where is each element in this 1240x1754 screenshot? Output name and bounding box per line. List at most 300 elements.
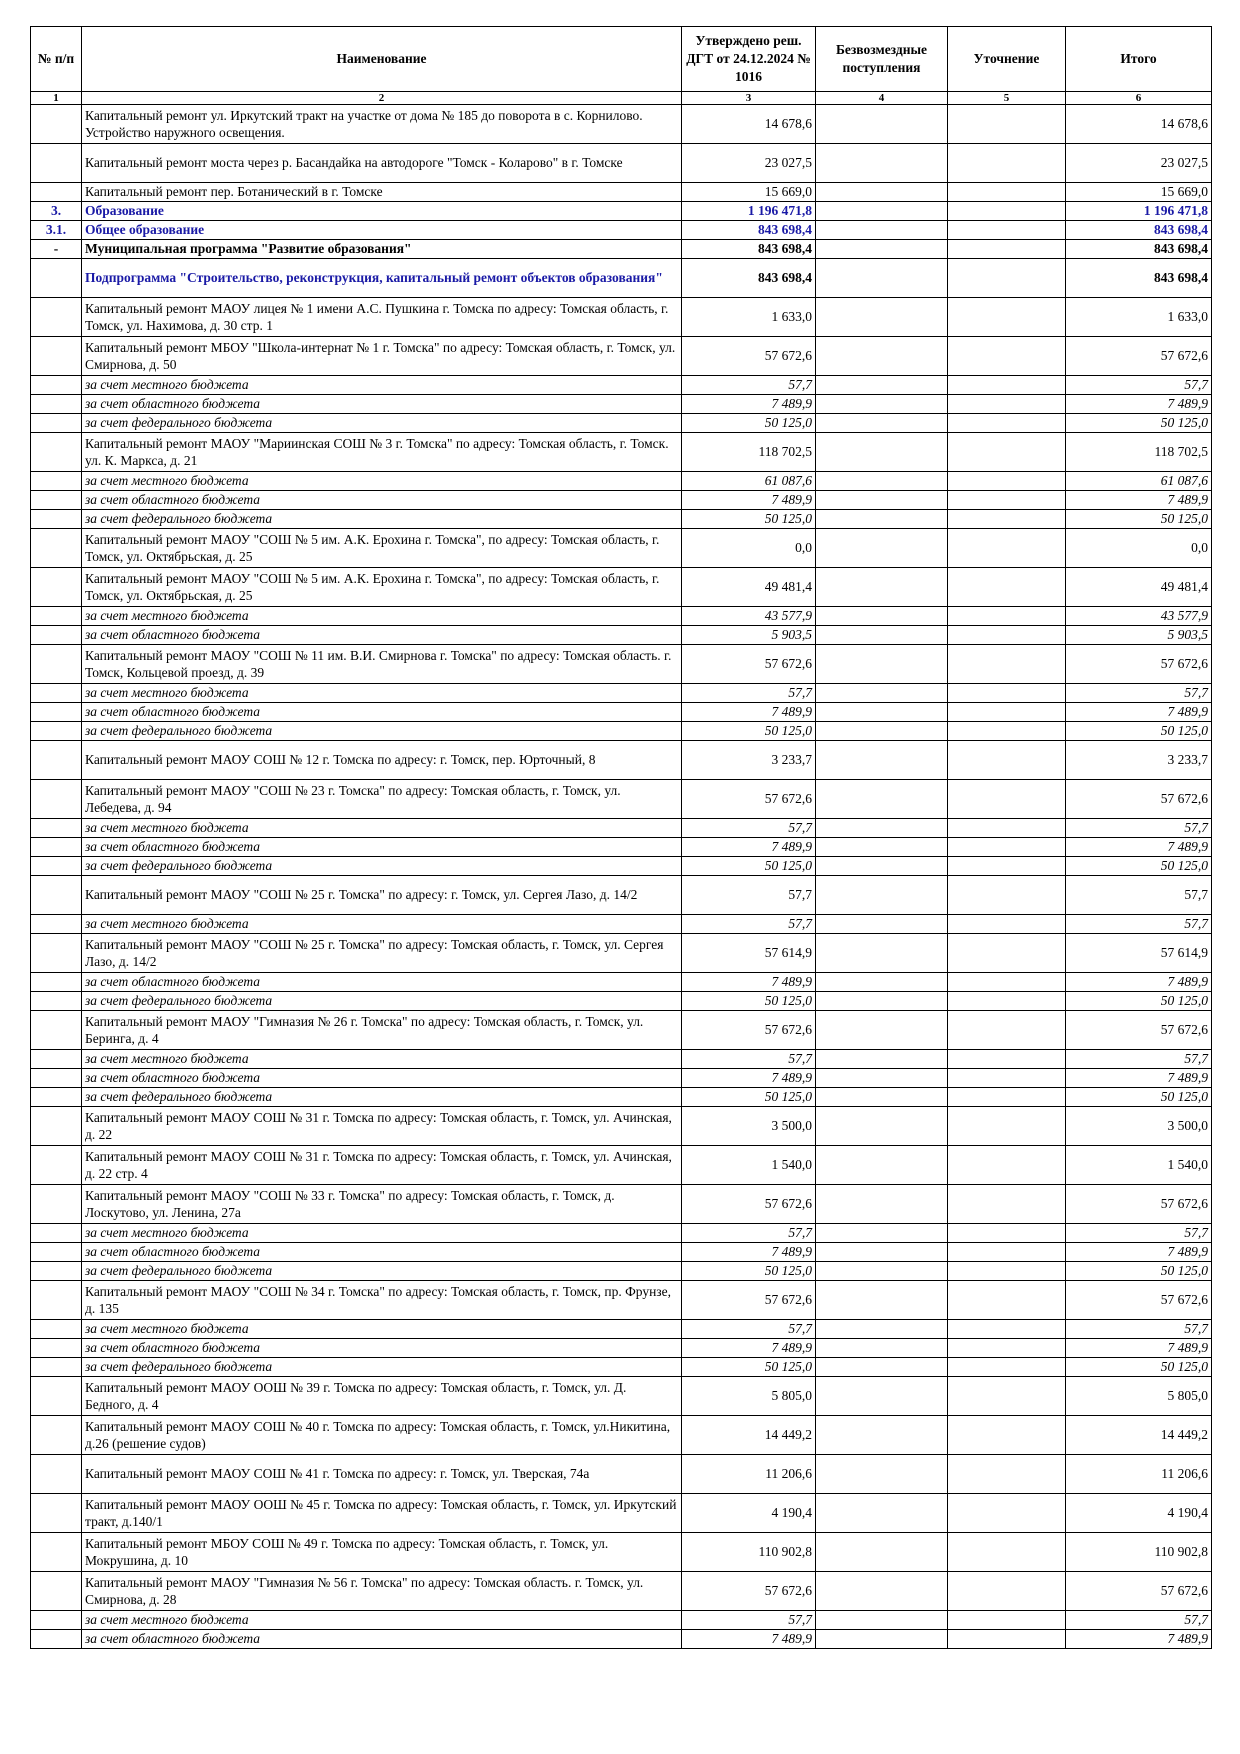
row-number: [31, 819, 82, 838]
table-row: [31, 1377, 1212, 1416]
row-approved: 50 125,0: [682, 857, 816, 876]
row-number: [31, 1455, 82, 1494]
funding-row: [31, 1339, 1212, 1358]
row-total: 5 903,5: [1066, 626, 1212, 645]
row-number: [31, 992, 82, 1011]
funding-row: [31, 1224, 1212, 1243]
row-grants: [816, 1455, 948, 1494]
funding-row: [31, 414, 1212, 433]
row-total: 15 669,0: [1066, 183, 1212, 202]
row-grants: [816, 1281, 948, 1320]
row-name: за счет местного бюджета: [82, 1224, 682, 1243]
row-total: 118 702,5: [1066, 433, 1212, 472]
funding-row: [31, 1050, 1212, 1069]
row-refine: [948, 1243, 1066, 1262]
funding-row: [31, 1630, 1212, 1649]
funding-row: [31, 838, 1212, 857]
section-row: [31, 202, 1212, 221]
row-approved: 50 125,0: [682, 992, 816, 1011]
row-number: [31, 1262, 82, 1281]
row-number: [31, 876, 82, 915]
row-approved: 5 805,0: [682, 1377, 816, 1416]
row-refine: [948, 1088, 1066, 1107]
row-name: Капитальный ремонт моста через р. Басандайка на автодороге "Томск - Коларово" в г. Томске: [82, 144, 682, 183]
row-approved: 110 902,8: [682, 1533, 816, 1572]
row-refine: [948, 626, 1066, 645]
row-approved: 57 672,6: [682, 645, 816, 684]
row-name: за счет федерального бюджета: [82, 1088, 682, 1107]
row-approved: 57,7: [682, 1050, 816, 1069]
column-number: 4: [816, 92, 948, 105]
row-approved: 50 125,0: [682, 1358, 816, 1377]
funding-row: [31, 607, 1212, 626]
row-number: [31, 934, 82, 973]
row-total: 7 489,9: [1066, 703, 1212, 722]
row-refine: [948, 703, 1066, 722]
row-grants: [816, 298, 948, 337]
row-number: [31, 780, 82, 819]
funding-row: [31, 626, 1212, 645]
row-total: 57 672,6: [1066, 337, 1212, 376]
table-row: [31, 105, 1212, 144]
row-grants: [816, 240, 948, 259]
row-refine: [948, 529, 1066, 568]
row-number: [31, 259, 82, 298]
row-refine: [948, 1107, 1066, 1146]
row-name: Капитальный ремонт МАОУ "Мариинская СОШ № 3 г. Томска" по адресу: Томская область, г. Томск. ул. К. Маркса, д. 21: [82, 433, 682, 472]
row-approved: 1 540,0: [682, 1146, 816, 1185]
row-number: [31, 433, 82, 472]
row-approved: 49 481,4: [682, 568, 816, 607]
row-refine: [948, 1224, 1066, 1243]
funding-row: [31, 1320, 1212, 1339]
row-number: [31, 703, 82, 722]
row-grants: [816, 183, 948, 202]
row-name: за счет областного бюджета: [82, 491, 682, 510]
row-grants: [816, 1358, 948, 1377]
row-refine: [948, 915, 1066, 934]
row-total: 110 902,8: [1066, 1533, 1212, 1572]
header-approved: Утверждено реш. ДГТ от 24.12.2024 № 1016: [682, 27, 816, 92]
row-grants: [816, 105, 948, 144]
row-total: 5 805,0: [1066, 1377, 1212, 1416]
table-row: [31, 741, 1212, 780]
row-grants: [816, 1416, 948, 1455]
row-grants: [816, 491, 948, 510]
row-refine: [948, 645, 1066, 684]
row-number: [31, 1416, 82, 1455]
row-total: 57,7: [1066, 915, 1212, 934]
row-grants: [816, 414, 948, 433]
table-row: [31, 1281, 1212, 1320]
row-refine: [948, 722, 1066, 741]
row-refine: [948, 395, 1066, 414]
row-approved: 57 672,6: [682, 1572, 816, 1611]
row-grants: [816, 376, 948, 395]
row-name: за счет местного бюджета: [82, 819, 682, 838]
row-refine: [948, 973, 1066, 992]
row-grants: [816, 1088, 948, 1107]
row-name: Капитальный ремонт пер. Ботанический в г. Томске: [82, 183, 682, 202]
row-number: [31, 1069, 82, 1088]
row-refine: [948, 992, 1066, 1011]
row-total: 14 449,2: [1066, 1416, 1212, 1455]
row-number: [31, 491, 82, 510]
row-approved: 11 206,6: [682, 1455, 816, 1494]
row-number: [31, 1050, 82, 1069]
row-number: [31, 1281, 82, 1320]
row-refine: [948, 684, 1066, 703]
row-approved: 57,7: [682, 684, 816, 703]
funding-row: [31, 1358, 1212, 1377]
row-name: за счет областного бюджета: [82, 395, 682, 414]
row-grants: [816, 221, 948, 240]
row-approved: 7 489,9: [682, 1069, 816, 1088]
table-row: [31, 1185, 1212, 1224]
funding-row: [31, 1088, 1212, 1107]
row-number: [31, 838, 82, 857]
table-row: [31, 1107, 1212, 1146]
row-total: 7 489,9: [1066, 973, 1212, 992]
row-name: за счет областного бюджета: [82, 1339, 682, 1358]
header-grants: Безвозмездные поступления: [816, 27, 948, 92]
row-approved: 843 698,4: [682, 259, 816, 298]
row-name: за счет областного бюджета: [82, 838, 682, 857]
row-grants: [816, 529, 948, 568]
row-approved: 57,7: [682, 1611, 816, 1630]
row-grants: [816, 857, 948, 876]
row-name: Капитальный ремонт МАОУ СОШ № 12 г. Томска по адресу: г. Томск, пер. Юрточный, 8: [82, 741, 682, 780]
row-refine: [948, 1611, 1066, 1630]
row-approved: 118 702,5: [682, 433, 816, 472]
row-approved: 1 196 471,8: [682, 202, 816, 221]
row-total: 50 125,0: [1066, 722, 1212, 741]
row-approved: 57,7: [682, 876, 816, 915]
row-approved: 57 672,6: [682, 337, 816, 376]
row-grants: [816, 1050, 948, 1069]
row-total: 7 489,9: [1066, 1243, 1212, 1262]
row-refine: [948, 240, 1066, 259]
row-name: Капитальный ремонт МАОУ СОШ № 40 г. Томска по адресу: Томская область, г. Томск, ул.Никитина, д.26 (решение судов): [82, 1416, 682, 1455]
row-total: 57,7: [1066, 876, 1212, 915]
table-row: [31, 1494, 1212, 1533]
row-grants: [816, 1107, 948, 1146]
row-refine: [948, 1416, 1066, 1455]
row-refine: [948, 259, 1066, 298]
table-row: [31, 780, 1212, 819]
row-total: 4 190,4: [1066, 1494, 1212, 1533]
funding-row: [31, 1069, 1212, 1088]
column-number: 5: [948, 92, 1066, 105]
row-refine: [948, 376, 1066, 395]
row-refine: [948, 105, 1066, 144]
row-refine: [948, 857, 1066, 876]
row-grants: [816, 1320, 948, 1339]
row-total: 50 125,0: [1066, 992, 1212, 1011]
row-refine: [948, 838, 1066, 857]
row-approved: 57,7: [682, 915, 816, 934]
row-name: Капитальный ремонт МАОУ "СОШ № 5 им. А.К. Ерохина г. Томска", по адресу: Томская область, г. Томск, ул. Октябрьская, д. 25: [82, 529, 682, 568]
row-grants: [816, 1224, 948, 1243]
row-approved: 43 577,9: [682, 607, 816, 626]
row-name: за счет областного бюджета: [82, 1069, 682, 1088]
row-grants: [816, 934, 948, 973]
table-row: [31, 1416, 1212, 1455]
row-grants: [816, 915, 948, 934]
row-refine: [948, 1339, 1066, 1358]
row-total: 57,7: [1066, 819, 1212, 838]
row-name: Капитальный ремонт МАОУ СОШ № 31 г. Томска по адресу: Томская область, г. Томск, ул. Ачинская, д. 22 стр. 4: [82, 1146, 682, 1185]
row-refine: [948, 1630, 1066, 1649]
row-approved: 57 672,6: [682, 1281, 816, 1320]
row-name: за счет местного бюджета: [82, 472, 682, 491]
row-total: 3 500,0: [1066, 1107, 1212, 1146]
program-row: [31, 240, 1212, 259]
row-approved: 7 489,9: [682, 1339, 816, 1358]
row-name: за счет местного бюджета: [82, 915, 682, 934]
row-grants: [816, 1185, 948, 1224]
funding-row: [31, 472, 1212, 491]
budget-sheet: [30, 26, 1211, 1649]
row-approved: 50 125,0: [682, 1262, 816, 1281]
row-refine: [948, 741, 1066, 780]
table-row: [31, 337, 1212, 376]
row-name: Капитальный ремонт МАОУ ООШ № 45 г. Томска по адресу: Томская область, г. Томск, ул. Иркутский тракт, д.140/1: [82, 1494, 682, 1533]
row-refine: [948, 1320, 1066, 1339]
row-number: [31, 857, 82, 876]
row-name: Капитальный ремонт МАОУ "СОШ № 5 им. А.К. Ерохина г. Томска", по адресу: Томская область, г. Томск, ул. Октябрьская, д. 25: [82, 568, 682, 607]
row-approved: 5 903,5: [682, 626, 816, 645]
row-total: 50 125,0: [1066, 1358, 1212, 1377]
row-number: [31, 1358, 82, 1377]
row-number: [31, 1320, 82, 1339]
row-name: за счет федерального бюджета: [82, 992, 682, 1011]
table-row: [31, 433, 1212, 472]
header-total: Итого: [1066, 27, 1212, 92]
row-number: [31, 568, 82, 607]
row-grants: [816, 722, 948, 741]
row-grants: [816, 1494, 948, 1533]
row-total: 11 206,6: [1066, 1455, 1212, 1494]
row-name: за счет федерального бюджета: [82, 857, 682, 876]
column-number: 2: [82, 92, 682, 105]
row-refine: [948, 298, 1066, 337]
row-approved: 50 125,0: [682, 1088, 816, 1107]
row-approved: 23 027,5: [682, 144, 816, 183]
row-total: 7 489,9: [1066, 1630, 1212, 1649]
row-approved: 15 669,0: [682, 183, 816, 202]
row-grants: [816, 780, 948, 819]
row-total: 50 125,0: [1066, 857, 1212, 876]
funding-row: [31, 1611, 1212, 1630]
row-number: [31, 1224, 82, 1243]
row-grants: [816, 1630, 948, 1649]
row-approved: 57,7: [682, 1320, 816, 1339]
row-total: 7 489,9: [1066, 1069, 1212, 1088]
row-name: Муниципальная программа "Развитие образования": [82, 240, 682, 259]
row-approved: 3 500,0: [682, 1107, 816, 1146]
row-total: 1 633,0: [1066, 298, 1212, 337]
row-grants: [816, 144, 948, 183]
header-refine: Уточнение: [948, 27, 1066, 92]
row-refine: [948, 144, 1066, 183]
row-total: 3 233,7: [1066, 741, 1212, 780]
funding-row: [31, 915, 1212, 934]
row-approved: 57 614,9: [682, 934, 816, 973]
row-name: за счет федерального бюджета: [82, 414, 682, 433]
row-refine: [948, 1262, 1066, 1281]
header-name: Наименование: [82, 27, 682, 92]
row-refine: [948, 1281, 1066, 1320]
row-number: [31, 722, 82, 741]
row-total: 14 678,6: [1066, 105, 1212, 144]
row-refine: [948, 1377, 1066, 1416]
row-refine: [948, 491, 1066, 510]
row-refine: [948, 1050, 1066, 1069]
row-name: за счет местного бюджета: [82, 1050, 682, 1069]
row-approved: 3 233,7: [682, 741, 816, 780]
row-total: 843 698,4: [1066, 259, 1212, 298]
row-number: [31, 1572, 82, 1611]
row-approved: 50 125,0: [682, 414, 816, 433]
row-number: [31, 1533, 82, 1572]
row-approved: 7 489,9: [682, 973, 816, 992]
row-name: Капитальный ремонт МАОУ "Гимназия № 26 г. Томска" по адресу: Томская область, г. Томск, ул. Беринга, д. 4: [82, 1011, 682, 1050]
row-refine: [948, 202, 1066, 221]
row-number: [31, 607, 82, 626]
row-refine: [948, 1533, 1066, 1572]
row-name: Капитальный ремонт МАОУ "Гимназия № 56 г. Томска" по адресу: Томская область. г. Томск, ул. Смирнова, д. 28: [82, 1572, 682, 1611]
subprogram-row: [31, 259, 1212, 298]
row-refine: [948, 221, 1066, 240]
row-approved: 7 489,9: [682, 1243, 816, 1262]
row-total: 50 125,0: [1066, 1088, 1212, 1107]
row-name: за счет областного бюджета: [82, 1630, 682, 1649]
row-name: Капитальный ремонт МАОУ "СОШ № 34 г. Томска" по адресу: Томская область, г. Томск, пр. Фрунзе, д. 135: [82, 1281, 682, 1320]
row-grants: [816, 973, 948, 992]
row-name: Капитальный ремонт МАОУ "СОШ № 11 им. В.И. Смирнова г. Томска" по адресу: Томская область. г. Томск, Кольцевой проезд, д. 39: [82, 645, 682, 684]
row-number: [31, 1377, 82, 1416]
row-grants: [816, 1146, 948, 1185]
row-total: 57 672,6: [1066, 1011, 1212, 1050]
row-name: за счет местного бюджета: [82, 1320, 682, 1339]
row-grants: [816, 472, 948, 491]
row-grants: [816, 1572, 948, 1611]
table-row: [31, 645, 1212, 684]
row-number: [31, 1611, 82, 1630]
row-approved: 57 672,6: [682, 780, 816, 819]
row-number: [31, 645, 82, 684]
row-approved: 843 698,4: [682, 221, 816, 240]
row-approved: 61 087,6: [682, 472, 816, 491]
row-approved: 7 489,9: [682, 703, 816, 722]
row-name: за счет местного бюджета: [82, 607, 682, 626]
table-row: [31, 144, 1212, 183]
row-refine: [948, 472, 1066, 491]
row-name: Образование: [82, 202, 682, 221]
row-number: [31, 144, 82, 183]
row-total: 57,7: [1066, 684, 1212, 703]
row-refine: [948, 568, 1066, 607]
row-total: 7 489,9: [1066, 491, 1212, 510]
row-number: 3.: [31, 202, 82, 221]
row-number: [31, 741, 82, 780]
row-total: 23 027,5: [1066, 144, 1212, 183]
row-number: [31, 472, 82, 491]
row-approved: 57,7: [682, 1224, 816, 1243]
row-total: 57 672,6: [1066, 1572, 1212, 1611]
row-grants: [816, 992, 948, 1011]
table-row: [31, 1572, 1212, 1611]
row-name: Капитальный ремонт МАОУ СОШ № 41 г. Томска по адресу: г. Томск, ул. Тверская, 74а: [82, 1455, 682, 1494]
row-grants: [816, 433, 948, 472]
row-refine: [948, 1069, 1066, 1088]
row-total: 57,7: [1066, 1224, 1212, 1243]
header-row: [31, 27, 1212, 92]
row-approved: 0,0: [682, 529, 816, 568]
row-total: 0,0: [1066, 529, 1212, 568]
row-grants: [816, 819, 948, 838]
row-name: за счет местного бюджета: [82, 684, 682, 703]
row-approved: 50 125,0: [682, 510, 816, 529]
row-grants: [816, 1377, 948, 1416]
row-number: [31, 626, 82, 645]
table-row: [31, 529, 1212, 568]
row-name: за счет областного бюджета: [82, 626, 682, 645]
row-name: Подпрограмма "Строительство, реконструкция, капитальный ремонт объектов образования": [82, 259, 682, 298]
row-refine: [948, 1572, 1066, 1611]
row-refine: [948, 183, 1066, 202]
row-approved: 843 698,4: [682, 240, 816, 259]
row-refine: [948, 1358, 1066, 1377]
funding-row: [31, 819, 1212, 838]
row-total: 50 125,0: [1066, 510, 1212, 529]
row-total: 57 672,6: [1066, 1281, 1212, 1320]
row-grants: [816, 626, 948, 645]
row-number: -: [31, 240, 82, 259]
row-approved: 7 489,9: [682, 491, 816, 510]
row-name: за счет местного бюджета: [82, 376, 682, 395]
table-row: [31, 1146, 1212, 1185]
row-refine: [948, 1146, 1066, 1185]
row-total: 843 698,4: [1066, 240, 1212, 259]
table-row: [31, 1533, 1212, 1572]
row-grants: [816, 684, 948, 703]
column-number: 3: [682, 92, 816, 105]
row-total: 50 125,0: [1066, 1262, 1212, 1281]
row-total: 1 196 471,8: [1066, 202, 1212, 221]
row-name: за счет федерального бюджета: [82, 1358, 682, 1377]
row-approved: 57,7: [682, 819, 816, 838]
row-number: [31, 1088, 82, 1107]
row-refine: [948, 819, 1066, 838]
row-refine: [948, 1011, 1066, 1050]
section-row: [31, 221, 1212, 240]
table-row: [31, 876, 1212, 915]
row-name: Капитальный ремонт МАОУ "СОШ № 25 г. Томска" по адресу: Томская область, г. Томск, ул. Сергея Лазо, д. 14/2: [82, 934, 682, 973]
row-grants: [816, 1262, 948, 1281]
row-grants: [816, 645, 948, 684]
row-number: [31, 183, 82, 202]
row-total: 57,7: [1066, 376, 1212, 395]
row-number: [31, 1630, 82, 1649]
row-name: за счет областного бюджета: [82, 703, 682, 722]
row-approved: 57,7: [682, 376, 816, 395]
row-total: 57 614,9: [1066, 934, 1212, 973]
row-approved: 7 489,9: [682, 395, 816, 414]
funding-row: [31, 722, 1212, 741]
row-refine: [948, 510, 1066, 529]
